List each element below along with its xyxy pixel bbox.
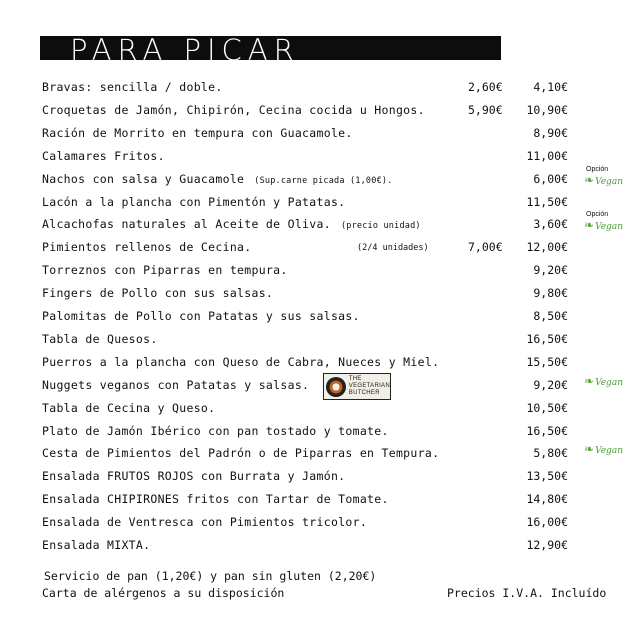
vegan-option-icon bbox=[584, 210, 623, 232]
vegan-label: Vegan bbox=[595, 446, 623, 457]
leaf-icon: ❧ bbox=[584, 218, 595, 233]
menu-item-price: 10,90€ bbox=[526, 102, 568, 117]
menu-item-price-small: 5,90€ bbox=[468, 102, 503, 117]
menu-item-note: (Sup.carne picada (1,00€). bbox=[254, 175, 393, 186]
menu-item-name: Ración de Morrito en tempura con Guacamole. bbox=[42, 125, 353, 140]
menu-item-name: Cesta de Pimientos del Padrón o de Piparras en Tempura. bbox=[42, 446, 440, 461]
menu-item-name: Plato de Jamón Ibérico con pan tostado y tomate. bbox=[42, 423, 389, 438]
vat-note: Precios I.V.A. Incluído bbox=[447, 586, 607, 600]
menu-item-note: (precio unidad) bbox=[340, 221, 421, 232]
vegan-icon bbox=[584, 373, 623, 388]
bread-service-note: Servicio de pan (1,20€) y pan sin gluten (2,20€) bbox=[44, 569, 377, 583]
vegan-icon bbox=[584, 444, 623, 456]
menu-item-price: 14,80€ bbox=[526, 492, 568, 507]
menu-item bbox=[0, 79, 636, 101]
menu-item bbox=[0, 262, 636, 284]
menu-item-price: 13,50€ bbox=[526, 469, 568, 484]
menu-item-price: 11,50€ bbox=[526, 194, 568, 209]
menu-item bbox=[0, 373, 636, 399]
menu-item-price: 16,00€ bbox=[526, 515, 568, 530]
menu-item-price: 12,90€ bbox=[526, 538, 568, 552]
menu-item-note: (2/4 unidades) bbox=[357, 243, 429, 254]
menu-item-price: 16,50€ bbox=[526, 423, 568, 438]
allergens-note: Carta de alérgenos a su disposición bbox=[42, 586, 285, 600]
menu-item-name: Ensalada FRUTOS ROJOS con Burrata y Jamón. bbox=[42, 469, 346, 484]
menu-item-name: Bravas: sencilla / doble. bbox=[42, 80, 223, 94]
menu-item-name: Fingers de Pollo con sus salsas. bbox=[42, 286, 274, 301]
menu-item-name: Puerros a la plancha con Queso de Cabra, Nueces y Miel. bbox=[42, 354, 440, 369]
menu-item-price: 10,50€ bbox=[526, 400, 568, 415]
leaf-icon: ❧ bbox=[584, 172, 595, 187]
menu-item-price: 3,60€ bbox=[533, 217, 568, 232]
menu-item bbox=[0, 308, 636, 330]
vegan-label: Vegan bbox=[595, 377, 623, 388]
menu-item-name: Croquetas de Jamón, Chipirón, Cecina cocida u Hongos. bbox=[42, 102, 425, 117]
menu-item bbox=[0, 211, 636, 238]
menu-item-name: Pimientos rellenos de Cecina. bbox=[42, 240, 252, 255]
menu-item-price: 5,80€ bbox=[533, 446, 568, 461]
menu-item bbox=[0, 331, 636, 353]
menu-item-name: Alcachofas naturales al Aceite de Oliva. (precio unidad) bbox=[42, 217, 421, 232]
menu-item-price: 15,50€ bbox=[526, 354, 568, 369]
vegan-option-label: Opción bbox=[586, 211, 609, 219]
menu-item bbox=[0, 400, 636, 422]
menu-item-price-small: 7,00€ bbox=[468, 240, 503, 255]
menu-item-name: Nuggets veganos con Patatas y salsas. bbox=[42, 377, 310, 392]
menu-item-price: 4,10€ bbox=[533, 80, 568, 94]
vegan-option-icon bbox=[584, 165, 623, 187]
menu-item-name: Ensalada de Ventresca con Pimientos tricolor. bbox=[42, 515, 368, 530]
menu-item-price: 9,20€ bbox=[533, 377, 568, 392]
menu-item-price: 11,00€ bbox=[526, 148, 568, 163]
menu-item bbox=[0, 491, 636, 513]
badge-text: THE VEGETARIAN BUTCHER bbox=[348, 376, 390, 396]
menu-item bbox=[0, 354, 636, 376]
menu-item-price: 9,20€ bbox=[533, 263, 568, 278]
menu-item-name: Palomitas de Pollo con Patatas y sus salsas. bbox=[42, 309, 360, 323]
menu-item bbox=[0, 514, 636, 536]
vegan-label: Vegan bbox=[595, 176, 623, 187]
title-bar bbox=[40, 36, 501, 60]
vegetarian-butcher-logo bbox=[323, 373, 391, 400]
menu-item-price-small: 2,60€ bbox=[468, 80, 503, 94]
menu-item-price: 16,50€ bbox=[526, 331, 568, 346]
menu-item-name: Tabla de Cecina y Queso. bbox=[42, 400, 216, 415]
menu-item-name: Tabla de Quesos. bbox=[42, 331, 158, 346]
menu-item-price: 12,00€ bbox=[526, 240, 568, 255]
menu-item bbox=[0, 194, 636, 216]
vegan-label: Vegan bbox=[595, 222, 623, 233]
menu-item bbox=[0, 537, 636, 559]
leaf-icon: ❧ bbox=[584, 442, 595, 457]
vegan-option-label: Opción bbox=[586, 165, 609, 173]
menu-item-price: 6,00€ bbox=[533, 171, 568, 186]
menu-item bbox=[0, 165, 636, 193]
menu-item-name: Lacón a la plancha con Pimentón y Patatas. bbox=[42, 194, 346, 209]
menu-item-name: Ensalada CHIPIRONES fritos con Tartar de Tomate. bbox=[42, 492, 389, 507]
menu-item bbox=[0, 285, 636, 307]
menu-item bbox=[0, 423, 636, 445]
menu-item bbox=[0, 442, 636, 467]
menu-item bbox=[0, 102, 636, 124]
menu-item bbox=[0, 239, 636, 261]
menu-title: PARA PICAR bbox=[70, 36, 300, 60]
menu-item-price: 9,80€ bbox=[533, 286, 568, 301]
menu-item-name: Ensalada MIXTA. bbox=[42, 538, 151, 552]
menu-item bbox=[0, 125, 636, 147]
menu-item-price: 8,50€ bbox=[533, 309, 568, 323]
menu-item bbox=[0, 148, 636, 170]
menu-item-name: Calamares Fritos. bbox=[42, 148, 165, 163]
menu-item-price: 8,90€ bbox=[533, 125, 568, 140]
menu-item bbox=[0, 468, 636, 490]
butcher-seal-icon bbox=[326, 377, 346, 397]
leaf-icon: ❧ bbox=[584, 373, 595, 388]
menu-item-name: Torreznos con Piparras en tempura. bbox=[42, 263, 288, 278]
menu-item-name: Nachos con salsa y Guacamole (Sup.carne picada (1,00€). bbox=[42, 171, 393, 186]
